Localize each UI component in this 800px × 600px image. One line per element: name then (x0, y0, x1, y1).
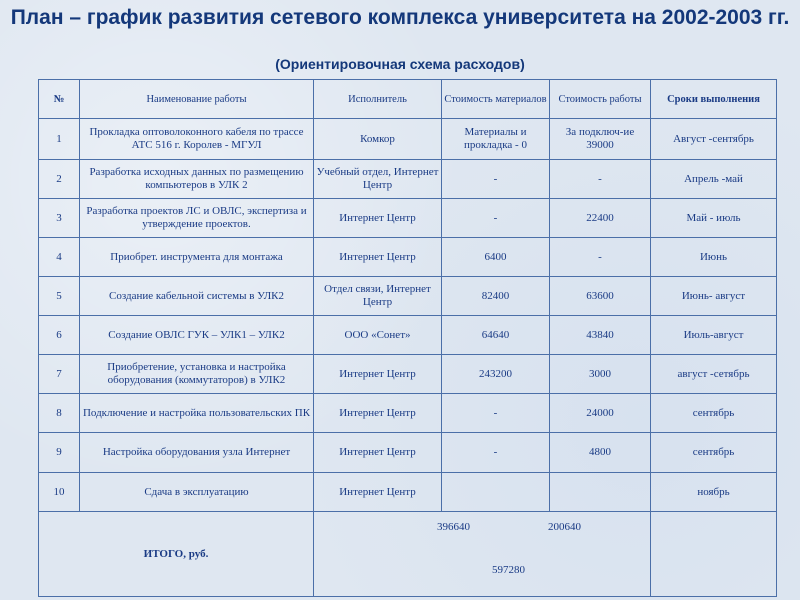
cell-work: 22400 (550, 199, 651, 238)
cell-work: 63600 (550, 277, 651, 316)
cell-num: 1 (39, 119, 80, 160)
cell-materials: 6400 (442, 238, 550, 277)
header-term: Сроки выполнения (651, 80, 777, 119)
table-row (39, 199, 777, 238)
header-executor: Исполнитель (314, 80, 442, 119)
cell-work (550, 473, 651, 512)
cell-executor: Отдел связи, Интернет Центр (314, 277, 442, 316)
cell-name: Разработка проектов ЛС и ОВЛС, экспертиза и утверждение проектов. (80, 199, 314, 238)
table-row (39, 316, 777, 355)
table-row (39, 119, 777, 160)
cell-num: 3 (39, 199, 80, 238)
cell-executor: ООО «Сонет» (314, 316, 442, 355)
cell-term: Июнь (651, 238, 777, 277)
cell-term: сентябрь (651, 394, 777, 433)
cell-name: Создание ОВЛС ГУК – УЛК1 – УЛК2 (80, 316, 314, 355)
cell-num: 2 (39, 160, 80, 199)
cell-name: Подключение и настройка пользовательских ПК (80, 394, 314, 433)
cell-num: 6 (39, 316, 80, 355)
header-name: Наименование работы (80, 80, 314, 119)
cell-work: - (550, 160, 651, 199)
table-header-row (39, 80, 777, 119)
cell-work: За подключ-ие 39000 (550, 119, 651, 160)
cell-materials: - (442, 199, 550, 238)
cell-term: август -сетябрь (651, 355, 777, 394)
table-row (39, 277, 777, 316)
table-row (39, 355, 777, 394)
cell-executor: Интернет Центр (314, 199, 442, 238)
cell-work: - (550, 238, 651, 277)
cell-num: 4 (39, 238, 80, 277)
cell-name: Разработка исходных данных по размещению компьютеров в УЛК 2 (80, 160, 314, 199)
cell-term: сентябрь (651, 433, 777, 473)
cell-name: Приобретение, установка и настройка оборудования (коммутаторов) в УЛК2 (80, 355, 314, 394)
cell-executor: Интернет Центр (314, 238, 442, 277)
cell-term: Август -сентябрь (651, 119, 777, 160)
cell-num: 9 (39, 433, 80, 473)
total-row (39, 512, 777, 597)
total-values-cell (314, 512, 651, 597)
cell-executor: Интернет Центр (314, 355, 442, 394)
cell-num: 10 (39, 473, 80, 512)
cell-term: ноябрь (651, 473, 777, 512)
cell-term: Июнь- август (651, 277, 777, 316)
cell-work: 3000 (550, 355, 651, 394)
cell-executor: Комкор (314, 119, 442, 160)
cell-num: 8 (39, 394, 80, 433)
header-num: № (39, 80, 80, 119)
cell-executor: Интернет Центр (314, 394, 442, 433)
total-empty-cell (651, 512, 777, 597)
table-row (39, 160, 777, 199)
cell-materials: 64640 (442, 316, 550, 355)
cell-name: Сдача в эксплуатацию (80, 473, 314, 512)
cell-name: Настройка оборудования узла Интернет (80, 433, 314, 473)
cell-work: 43840 (550, 316, 651, 355)
cell-executor: Интернет Центр (314, 473, 442, 512)
cell-work: 4800 (550, 433, 651, 473)
page-title: План – график развития сетевого комплекса университета на 2002-2003 гг. (10, 6, 790, 29)
header-work: Стоимость работы (550, 80, 651, 119)
cell-executor: Интернет Центр (314, 433, 442, 473)
table-row (39, 433, 777, 473)
table-row (39, 473, 777, 512)
total-sum: 597280 (492, 563, 525, 576)
cell-name: Прокладка оптоволоконного кабеля по трассе АТС 516 г. Королев - МГУЛ (80, 119, 314, 160)
cell-materials: 82400 (442, 277, 550, 316)
cell-materials: - (442, 160, 550, 199)
cell-term: Июль-август (651, 316, 777, 355)
cell-num: 7 (39, 355, 80, 394)
cell-term: Май - июль (651, 199, 777, 238)
table-row (39, 238, 777, 277)
total-label: ИТОГО, руб. (39, 512, 314, 597)
cell-name: Приобрет. инструмента для монтажа (80, 238, 314, 277)
cell-materials (442, 473, 550, 512)
cell-term: Апрель -май (651, 160, 777, 199)
plan-table (38, 79, 777, 597)
cell-name: Создание кабельной системы в УЛК2 (80, 277, 314, 316)
cell-work: 24000 (550, 394, 651, 433)
cell-materials: 243200 (442, 355, 550, 394)
cell-executor: Учебный отдел, Интернет Центр (314, 160, 442, 199)
total-materials: 396640 (437, 520, 470, 533)
cell-num: 5 (39, 277, 80, 316)
total-work: 200640 (548, 520, 581, 533)
cell-materials: Материалы и прокладка - 0 (442, 119, 550, 160)
page-subtitle: (Ориентировочная схема расходов) (275, 56, 525, 72)
cell-materials: - (442, 433, 550, 473)
table-row (39, 394, 777, 433)
header-materials: Стоимость материалов (442, 80, 550, 119)
cell-materials: - (442, 394, 550, 433)
